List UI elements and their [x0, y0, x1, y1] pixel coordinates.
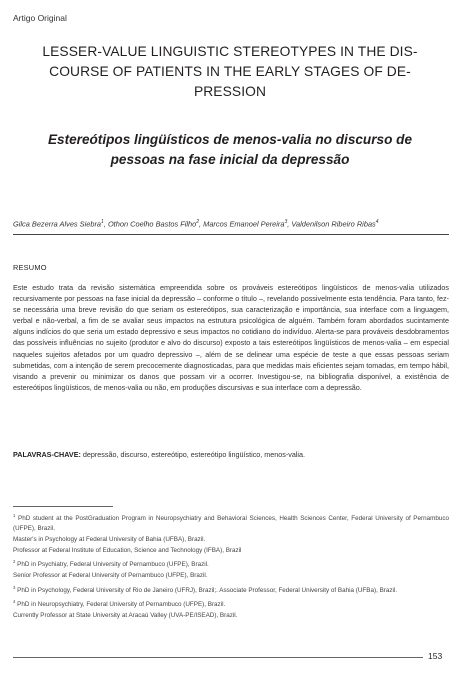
author-mark: 3 [284, 219, 288, 225]
author-divider [13, 234, 449, 235]
footnote [13, 583, 449, 596]
footnote-text: Senior Professor at Federal University of Pernambuco (UFPE), Brazil. [13, 572, 208, 580]
author-name: Marcos Emanoel Pereira [203, 219, 285, 229]
article-title [18, 42, 442, 102]
section-label: Artigo Original [13, 13, 67, 23]
abstract-text: Este estudo trata da revisão sistemática empreendida sobre os prováveis estereótipos lingüísticos de menos-valia utilizados recursivamente por pessoas na fase inicial da depressão – conforme o título –, revelando possivelmente esta tendência. Para tanto, fez-se necessária uma breve revisão do que seriam os estereótipos, sua caracterização e importância, sua interface com a linguagem, verbal e não-verbal, a fim de se avaliar seus impactos na estrutura psicológica de alguém. Também foram abordados sucintamente alguns indícios do que seria um estado depressivo e seus impactos no cotidiano do indivíduo. Alerta-se para prováveis desdobramentos das possíveis influências no sujeito (produtor e alvo do discurso) exposto a tais estereótipos lingüísticos de menos-valia – em especial naqueles sujeitos afetados por um quadro depressivo –, além de se delinear uma espécie de teste a que essas pessoas seriam submetidas, com a intenção de serem precocemente diagnosticadas, para que medidas mais eficientes sejam tomadas, em tempo hábil, visando a prevenir ou minimizar os danos que possam vir a ocorrer. Investigou-se, na bibliografia disponível, a existência de estereótipos lingüísticos, de menos-valia ou não, em produções discursivas e sua interface com a depressão. [13, 283, 449, 392]
subtitle-line: Estereótipos lingüísticos de menos-valia no discurso de [47, 132, 413, 147]
footnote-divider [13, 506, 113, 507]
footnote-text: PhD in Neuropsychiatry, Federal University of Pernambuco (UFPE), Brazil. [17, 600, 226, 608]
footnote-text: PhD student at the PostGraduation Program in Neuropsychiatry and Behavioral Sciences, Health Sciences Center, Federal University of Pernambuco (UFPE), Brazil. [13, 515, 449, 532]
author-name: Gilca Bezerra Alves Siebra [13, 219, 102, 229]
footnote-text: Currently Professor at State University at Aracaú Valley (UVA-PE/ISEAD), Brazil. [13, 611, 238, 619]
footnote [13, 535, 449, 545]
footnote [13, 597, 449, 610]
footnote-mark: 2 [13, 559, 16, 565]
subtitle-line: pessoas na fase inicial da depressão [110, 152, 350, 167]
keywords [13, 449, 449, 460]
title-line: COURSE OF PATIENTS IN THE EARLY STAGES OF DE- [49, 64, 411, 79]
author-mark: 1 [101, 219, 104, 225]
footnote [13, 557, 449, 570]
footnote [13, 546, 449, 556]
author-mark: 4 [375, 219, 379, 225]
footnote-text: PhD in Psychiatry, Federal University of Pernambuco (UFPE), Brazil. [17, 561, 209, 569]
author-name: Valdenilson Ribeiro Ribas [291, 219, 376, 229]
keywords-label: PALAVRAS-CHAVE: [13, 450, 81, 459]
article-subtitle [18, 130, 442, 170]
keywords-text: depressão, discurso, estereótipo, estereótipo lingüístico, menos-valia. [82, 450, 306, 459]
footnote [13, 511, 449, 534]
footnote-text: Master's in Psychology at Federal University of Bahia (UFBA), Brazil. [13, 536, 206, 544]
footnote-text: PhD in Psychology, Federal University of Rio de Janeiro (UFRJ), Brazil;. Associate Professor, Federal University of Bahia (UFBa), Brazil. [17, 586, 398, 594]
author-list: Gilca Bezerra Alves Siebra$^1$, Othon Coelho Bastos Filho$^2$, Marcos Emanoel Pereira$^3$, Valdenilson Ribeiro Ribas$^4$ [13, 219, 379, 229]
footnote [13, 611, 449, 621]
page-number: 153 [428, 651, 443, 661]
footnote-mark: 3 [13, 584, 16, 590]
footnote-text: Professor at Federal Institute of Education, Science and Technology (IFBA), Brazil [13, 547, 242, 555]
footnote-mark: 4 [13, 598, 16, 604]
abstract-heading: RESUMO [13, 263, 47, 272]
footnotes [13, 511, 449, 622]
footer-rule [13, 657, 423, 658]
title-line: LESSER-VALUE LINGUISTIC STEREOTYPES IN THE DIS- [42, 44, 418, 59]
footnote [13, 571, 449, 581]
author-name: Othon Coelho Bastos Filho [107, 219, 197, 229]
footnote-mark: 1 [13, 513, 16, 518]
title-line: PRESSION [193, 84, 267, 99]
author-mark: 2 [196, 219, 200, 225]
